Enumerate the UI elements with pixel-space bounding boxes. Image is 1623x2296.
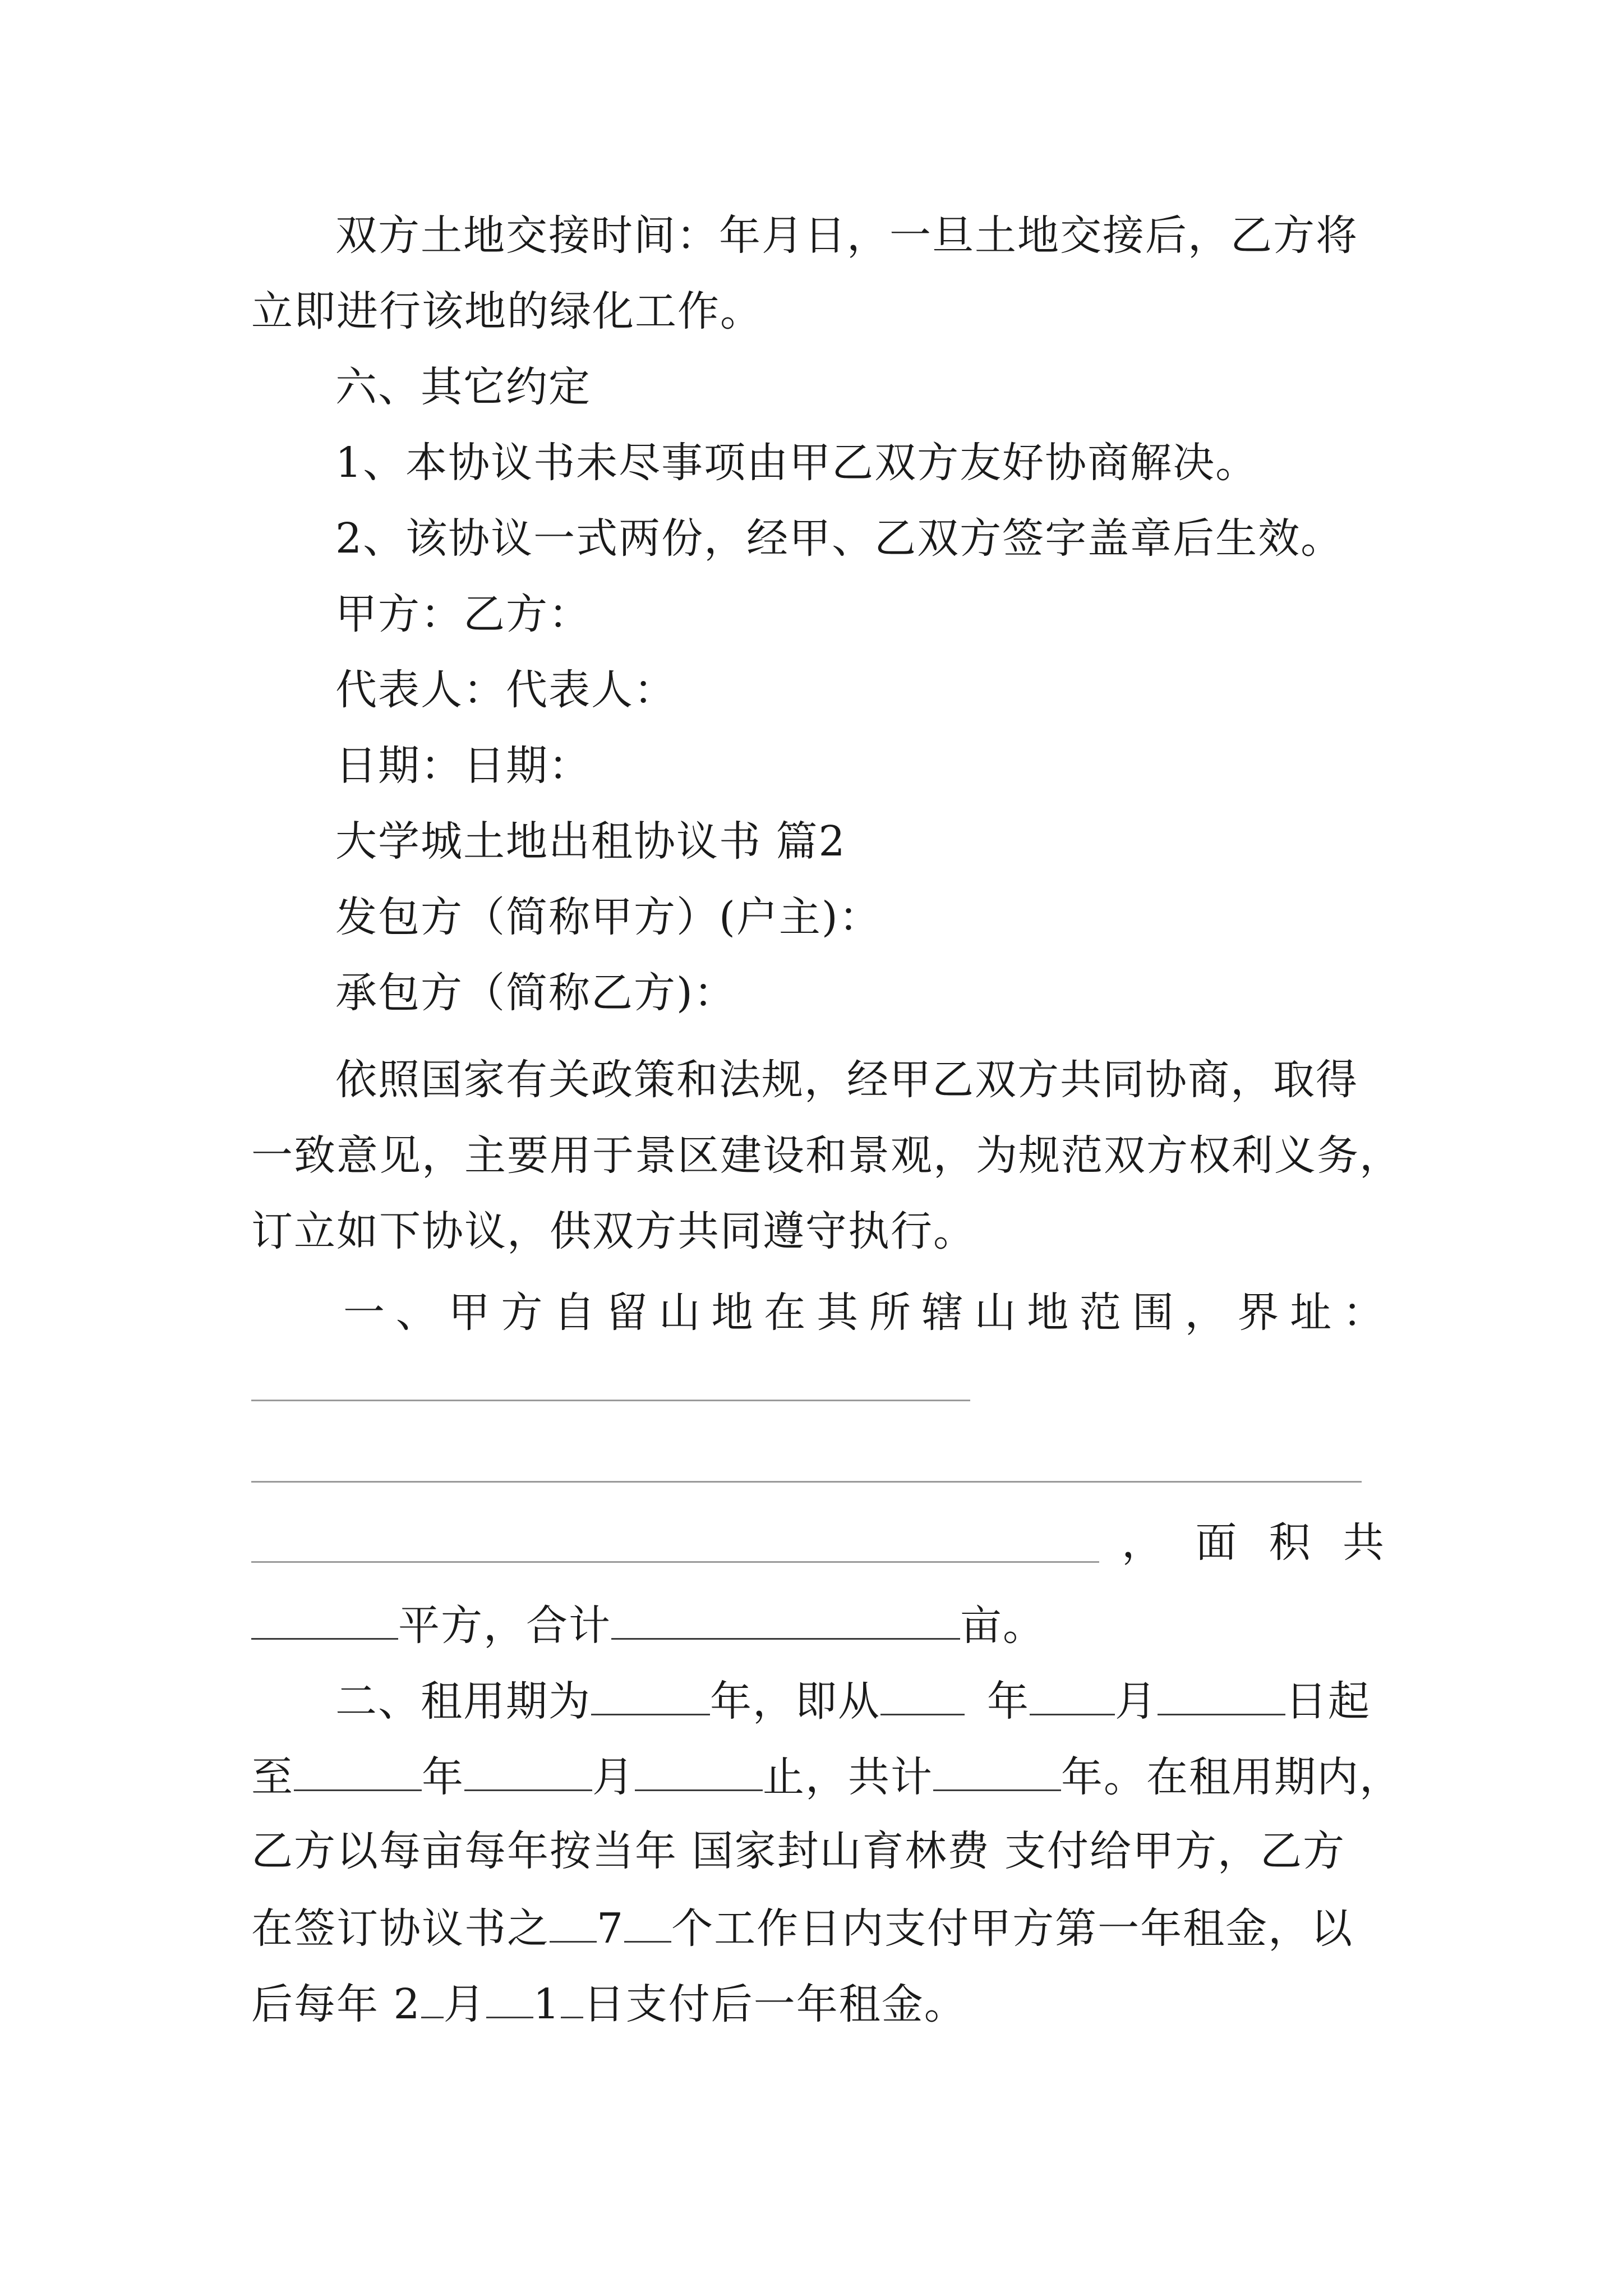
lease-years-blank[interactable] [591,1674,710,1715]
lease-term-line-1: 二、租用期为 年，即从 年 月 日起 [335,1674,1371,1725]
section-heading-other-terms: 六、其它约定 [335,363,591,411]
clause-1: 1、本协议书未尽事项由甲乙双方友好协商解决。 [335,439,1258,487]
clause-2: 2、该协议一式两份，经甲、乙双方签字盖章后生效。 [335,514,1344,563]
signature-dates: 日期：日期： [335,742,591,790]
lease-term-line-2: 至 年 月 止，共计 年。在租用期内， [251,1750,1402,1801]
area-mu-blank[interactable] [611,1599,960,1640]
end-year-blank[interactable] [294,1750,422,1791]
party-a-contractor: 发包方（简称甲方）(户主)： [335,893,882,941]
blank-rule-3 [251,1561,1099,1563]
area-sqm-blank[interactable] [251,1599,398,1640]
paragraph-land-handover-cont: 立即进行该地的绿化工作。 [251,287,763,335]
signature-parties: 甲方：乙方： [335,590,591,638]
end-day-blank[interactable] [635,1750,763,1791]
blank-rule-1 [251,1400,970,1401]
paragraph-preamble-3: 订立如下协议，供双方共同遵守执行。 [251,1207,976,1255]
start-day-blank[interactable] [1158,1674,1285,1715]
area-total-label: ，面积共 [1122,1519,1385,1567]
payment-annual-line: 后每年 2 月 1 日支付后一年租金。 [251,1977,967,2028]
section-title-part-2: 大学城土地出租协议书 篇2 [335,817,846,866]
paragraph-preamble-1: 依照国家有关政策和法规，经甲乙双方共同协商，取得 [335,1056,1358,1104]
total-years-blank[interactable] [933,1750,1061,1791]
start-year-blank[interactable] [880,1674,965,1715]
paragraph-preamble-2: 一致意见，主要用于景区建设和景观，为规范双方权利义务， [251,1131,1402,1180]
signature-representatives: 代表人：代表人： [335,666,676,714]
payment-basis-line: 乙方以每亩每年按当年 国家封山育林费 支付给甲方，乙方 [251,1827,1346,1875]
area-units-line: 平方，合计 亩。 [251,1599,1045,1649]
blank-rule-2 [251,1481,1362,1483]
start-month-blank[interactable] [1030,1674,1115,1715]
paragraph-land-handover: 双方土地交接时间：年月日，一旦土地交接后，乙方将 [335,211,1358,260]
party-b-contractor: 承包方（简称乙方)： [335,969,736,1017]
payment-first-year-line: 在签订协议书之 7 个工作日内支付甲方第一年租金，以 [251,1902,1353,1952]
clause-boundary-heading: 一、甲方自留山地在其所辖山地范围，界址： [343,1289,1385,1337]
end-month-blank[interactable] [464,1750,592,1791]
